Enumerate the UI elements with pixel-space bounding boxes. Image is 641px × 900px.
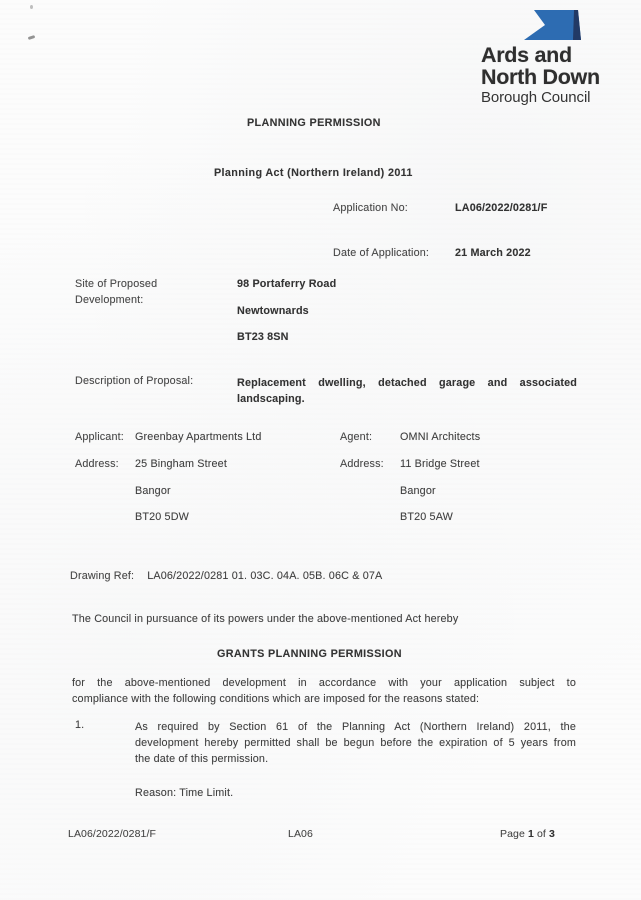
- footer-page-indicator: [500, 828, 555, 840]
- application-no-label: Application No:: [333, 202, 408, 214]
- proposal-text-line: Replacement dwelling, detached garage and associated: [237, 377, 577, 389]
- footer-page-of: of: [536, 828, 546, 840]
- footer-page-total: 3: [548, 828, 555, 840]
- agent-address-line: BT20 5AW: [400, 511, 454, 523]
- logo-line-2: North Down: [481, 65, 600, 89]
- logo-line-3: Borough Council: [481, 89, 591, 106]
- site-label-line2: Development:: [75, 294, 144, 306]
- proposal-text-line: landscaping.: [237, 393, 305, 405]
- grants-paragraph: [72, 675, 576, 707]
- scan-artifact-dot: [30, 5, 33, 9]
- footer-page-prefix: Page: [500, 828, 525, 840]
- logo-line-1: Ards and: [481, 43, 572, 67]
- footer-code: LA06: [288, 828, 313, 840]
- council-logo-text: [481, 44, 600, 106]
- agent-name: OMNI Architects: [400, 431, 481, 443]
- grants-paragraph-line: for the above-mentioned development in accordance with your application subject to: [72, 677, 576, 689]
- application-date-label: Date of Application:: [333, 247, 430, 259]
- agent-address-label: Address:: [340, 458, 384, 470]
- agent-label: Agent:: [340, 431, 373, 443]
- grants-heading: GRANTS PLANNING PERMISSION: [217, 648, 402, 660]
- applicant-address-line: BT20 5DW: [135, 511, 189, 523]
- council-flag-icon: [518, 6, 586, 44]
- agent-address-line: Bangor: [400, 485, 436, 497]
- condition-text: [135, 719, 576, 767]
- applicant-label: Applicant:: [75, 431, 124, 443]
- drawing-ref-row: [70, 570, 382, 582]
- condition-text-line: As required by Section 61 of the Planning Act (Northern Ireland) 2011, the: [135, 721, 576, 733]
- footer-page-number: 1: [527, 828, 534, 840]
- footer-reference: LA06/2022/0281/F: [68, 828, 157, 840]
- condition-number: 1.: [75, 719, 85, 731]
- drawing-ref-label: Drawing Ref:: [70, 570, 135, 582]
- condition-reason: Reason: Time Limit.: [135, 787, 234, 799]
- act-subtitle: Planning Act (Northern Ireland) 2011: [214, 167, 413, 179]
- drawing-ref-value: LA06/2022/0281 01. 03C. 04A. 05B. 06C & 07A: [147, 570, 383, 582]
- proposal-label: Description of Proposal:: [75, 375, 194, 387]
- applicant-address-line: 25 Bingham Street: [135, 458, 227, 470]
- condition-text-line: the date of this permission.: [135, 753, 269, 765]
- site-label-line1: Site of Proposed: [75, 278, 158, 290]
- application-no-value: LA06/2022/0281/F: [455, 202, 548, 214]
- scan-artifact-mark: [28, 35, 36, 40]
- agent-address-line: 11 Bridge Street: [400, 458, 480, 470]
- applicant-address-line: Bangor: [135, 485, 171, 497]
- condition-text-line: development hereby permitted shall be begun before the expiration of 5 years from: [135, 737, 576, 749]
- application-date-value: 21 March 2022: [455, 247, 531, 259]
- applicant-name: Greenbay Apartments Ltd: [135, 431, 262, 443]
- site-address-line: 98 Portaferry Road: [237, 278, 337, 290]
- grants-paragraph-line: compliance with the following conditions which are imposed for the reasons stated:: [72, 693, 480, 705]
- pursuance-statement: The Council in pursuance of its powers under the above-mentioned Act hereby: [72, 613, 459, 625]
- proposal-text: [237, 375, 577, 407]
- site-address-line: Newtownards: [237, 305, 309, 317]
- applicant-address-label: Address:: [75, 458, 119, 470]
- document-title: PLANNING PERMISSION: [247, 117, 381, 129]
- site-address-line: BT23 8SN: [237, 331, 289, 343]
